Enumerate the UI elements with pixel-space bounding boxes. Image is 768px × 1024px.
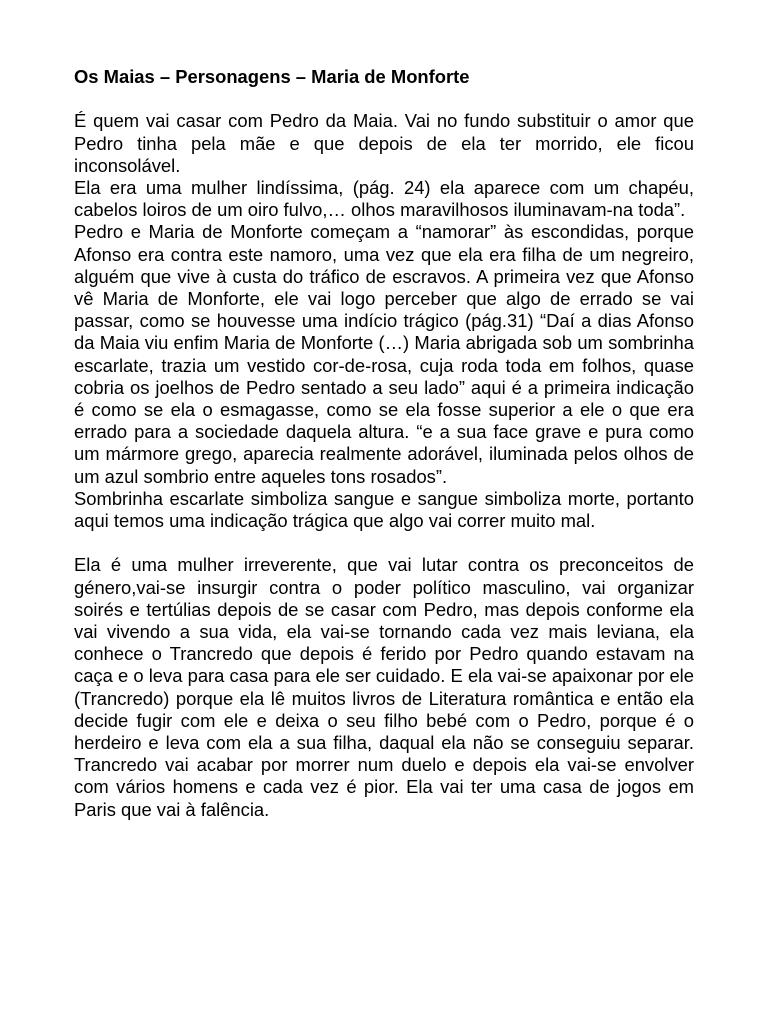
document-title: Os Maias – Personagens – Maria de Monforte (74, 66, 470, 87)
paragraph-spacer (74, 532, 694, 554)
paragraph-symbolism: Sombrinha escarlate simboliza sangue e sangue simboliza morte, portanto aqui temos uma indicação trágica que algo vai correr muito mal. (74, 487, 694, 532)
paragraph-appearance: Ela era uma mulher lindíssima, (pág. 24) ela aparece com um chapéu, cabelos loiros de um oiro fulvo,… olhos maravilhosos iluminavam-na toda”. (74, 177, 694, 221)
paragraph-character: Ela é uma mulher irreverente, que vai lutar contra os preconceitos de género,vai-se insurgir contra o poder político masculino, vai organizar soirés e tertúlias depois de se casar com Pedro, mas depois conforme ela vai vivendo a sua vida, ela vai-se tornando cada vez mais leviana, ela conhece o Trancredo que depois é ferido por Pedro quando estavam na caça e o leva para casa para ele ser cuidado. E ela vai-se apaixonar por ele (Trancredo) porque ela lê muitos livros de Literatura romântica e então ela decide fugir com ele e deixa o seu filho bebé com o Pedro, porque é o herdeiro e leva com ela a sua filha, daqual ela não se conseguiu separar. Trancredo vai acabar por morrer num duelo e depois ela vai-se envolver com vários homens e cada vez é pior. Ela vai ter uma casa de jogos em Paris que vai à falência. (74, 554, 694, 820)
paragraph-intro: É quem vai casar com Pedro da Maia. Vai no fundo substituir o amor que Pedro tinha pela mãe e que depois de ela ter morrido, ele ficou inconsolável. (74, 110, 694, 176)
paragraph-courtship: Pedro e Maria de Monforte começam a “namorar” às escondidas, porque Afonso era contra este namoro, uma vez que ela era filha de um negreiro, alguém que vive à custa do tráfico de escravos. A primeira vez que Afonso vê Maria de Monforte, ele vai logo perceber que algo de errado se vai passar, como se houvesse uma indício trágico (pág.31) “Daí a dias Afonso da Maia viu enfim Maria de Monforte (…) Maria abrigada sob um sombrinha escarlate, trazia um vestido cor-de-rosa, cuja roda toda em folhos, quase cobria os joelhos de Pedro sentado a seu lado” aqui é a primeira indicação é como se ela o esmagasse, como se ela fosse superior a ele o que era errado para a sociedade daquela altura. “e a sua face grave e pura como um mármore grego, aparecia realmente adorável, iluminada pelos olhos de um azul sombrio entre aqueles tons rosados”. (74, 221, 694, 487)
document-page (74, 66, 694, 821)
